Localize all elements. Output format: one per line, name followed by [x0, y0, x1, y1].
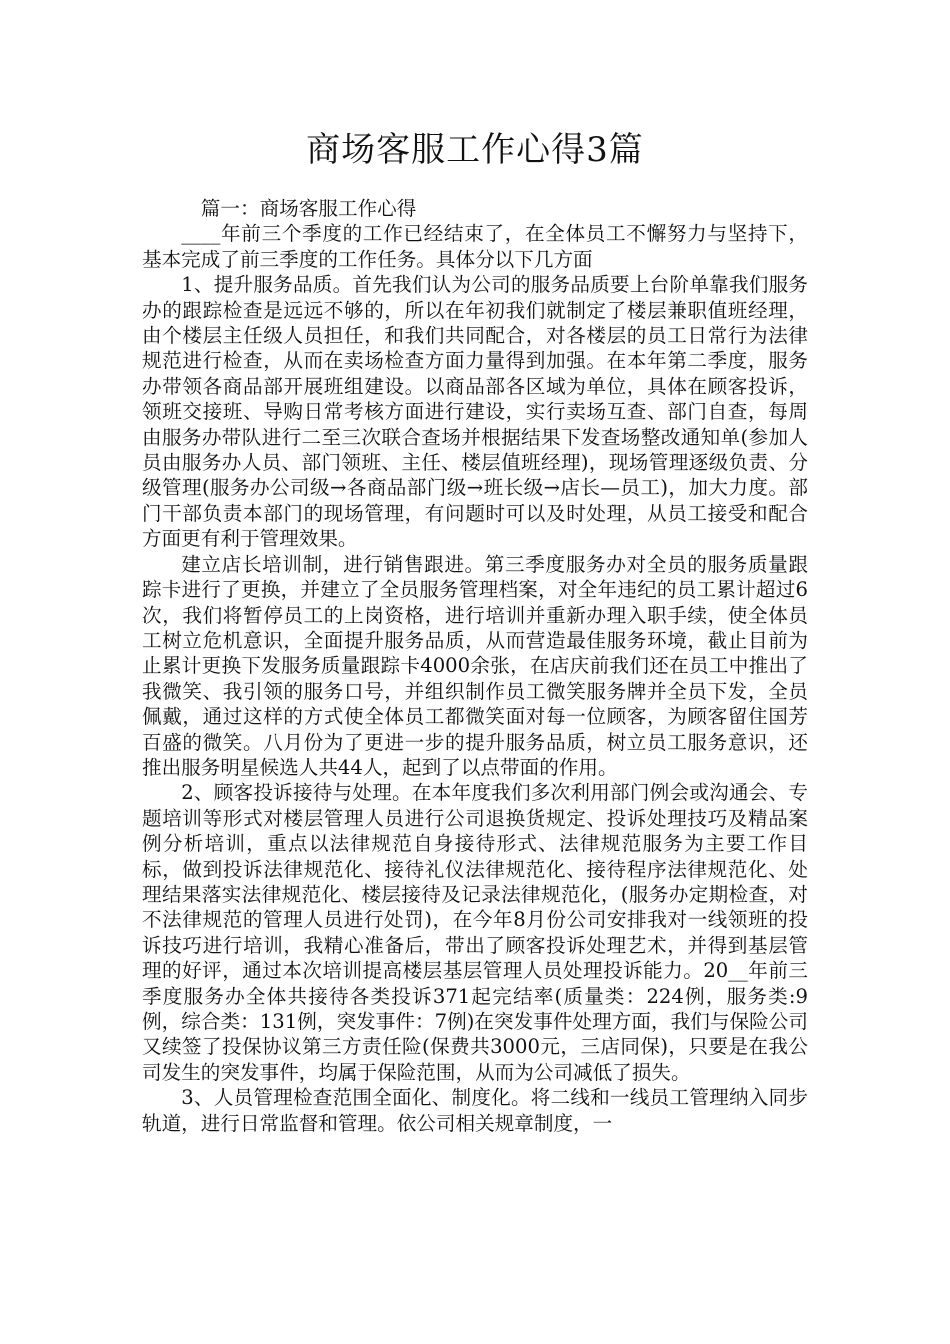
paragraph-intro: ____年前三个季度的工作已经结束了，在全体员工不懈努力与坚持下，基本完成了前三季度的工作任务。具体分以下几方面 — [142, 222, 808, 271]
paragraph-service-quality: 1、提升服务品质。首先我们认为公司的服务品质要上台阶单靠我们服务办的跟踪检查是远远不够的，所以在年初我们就制定了楼层兼职值班经理，由个楼层主任级人员担任，和我们共同配合，对各楼层的员工日常行为法律规范进行检查，从而在卖场检查方面力量得到加强。在本年第二季度，服务办带领各商品部开展班组建设。以商品部各区域为单位，具体在顾客投诉，领班交接班、导购日常考核方面进行建设，实行卖场互查、部门自查，每周由服务办带队进行二至三次联合查场并根据结果下发查场整改通知单(参加人员由服务办人员、部门领班、主任、楼层值班经理)，现场管理逐级负责、分级管理(服务办公司级→各商品部门级→班长级→店长—员工)，加大力度。部门干部负责本部门的现场管理，有问题时可以及时处理，从员工接受和配合方面更有利于管理效果。 — [142, 273, 808, 551]
document-body — [142, 196, 808, 1136]
section-heading: 篇一：商场客服工作心得 — [200, 197, 417, 220]
paragraph-staff-management: 3、人员管理检查范围全面化、制度化。将二线和一线员工管理纳入同步轨道，进行日常监督和管理。依公司相关规章制度，一 — [142, 1086, 808, 1135]
document-title: 商场客服工作心得3篇 — [306, 130, 644, 170]
paragraph-complaint-handling: 2、顾客投诉接待与处理。在本年度我们多次利用部门例会或沟通会、专题培训等形式对楼层管理人员进行公司退换货规定、投诉处理技巧及精品案例分析培训，重点以法律规范自身接待形式、法律规范服务为主要工作目标，做到投诉法律规范化、接待礼仪法律规范化、接待程序法律规范化、处理结果落实法律规范化、楼层接待及记录法律规范化，(服务办定期检查，对不法律规范的管理人员进行处罚)，在今年8月份公司安排我对一线领班的投诉技巧进行培训，我精心准备后，带出了顾客投诉处理艺术，并得到基层管理的好评，通过本次培训提高楼层基层管理人员处理投诉能力。20__年前三季度服务办全体共接待各类投诉371起完结率(质量类：224例，服务类:9例，综合类：131例，突发事件：7例)在突发事件处理方面，我们与保险公司又续签了投保协议第三方责任险(保费共3000元，三店同保)，只要是在我公司发生的突发事件，均属于保险范围，从而为公司减低了损失。 — [142, 781, 809, 1084]
paragraph-manager-training: 建立店长培训制，进行销售跟进。第三季度服务办对全员的服务质量跟踪卡进行了更换，并建立了全员服务管理档案，对全年违纪的员工累计超过6次，我们将暂停员工的上岗资格，进行培训并重新办理入职手续，使全体员工树立危机意识，全面提升服务品质，从而营造最佳服务环境，截止目前为止累计更换下发服务质量跟踪卡4000余张，在店庆前我们还在员工中推出了我微笑、我引领的服务口号，并组织制作员工微笑服务牌并全员下发，全员佩戴，通过这样的方式使全体员工都微笑面对每一位顾客，为顾客留住国芳百盛的微笑。八月份为了更进一步的提升服务品质，树立员工服务意识，还推出服务明星候选人共44人，起到了以点带面的作用。 — [142, 552, 808, 779]
